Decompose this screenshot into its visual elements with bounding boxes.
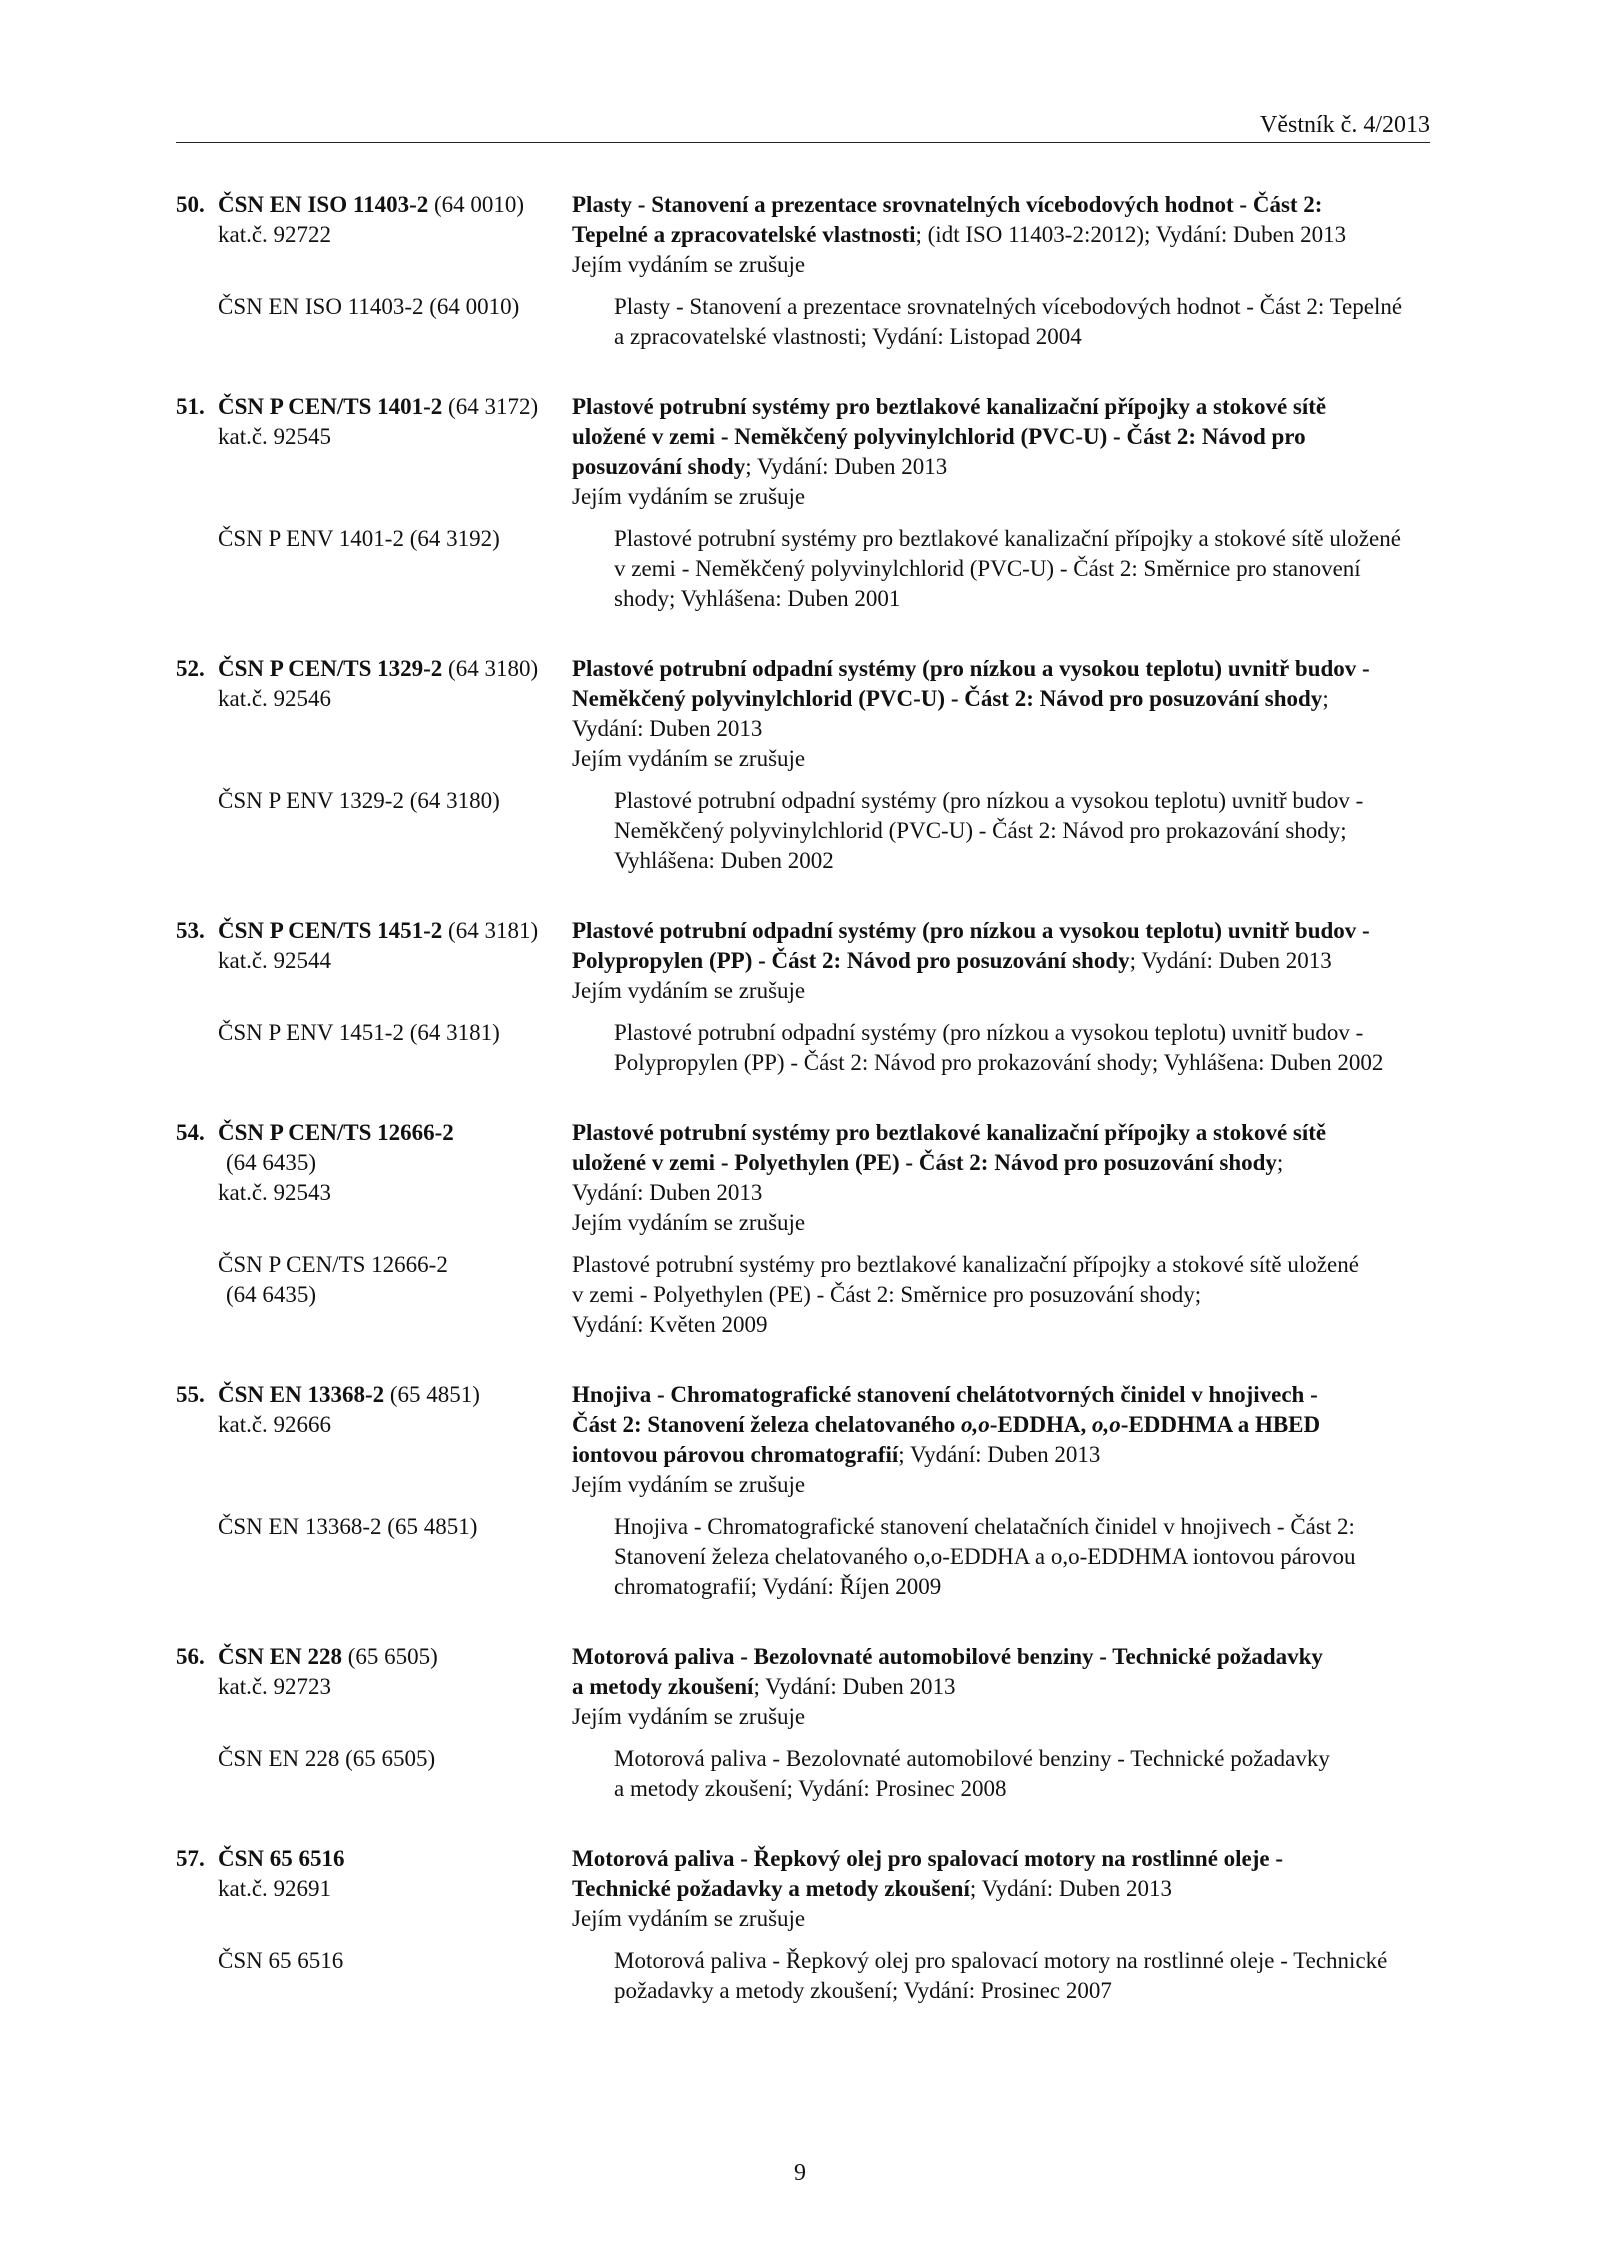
standard-code: (64 6435) — [226, 1150, 317, 1175]
replaced-standard-id: ČSN P ENV 1329-2 (64 3180) — [218, 788, 500, 813]
cancellation-note: Jejím vydáním se zrušuje — [572, 252, 806, 277]
cancellation-note: Jejím vydáním se zrušuje — [572, 1210, 806, 1235]
replaced-standard-title: Plastové potrubní systémy pro beztlakové kanalizační přípojky a stokové sítě uložené v zemi - Polyethylen (PE) - Část 2: Směrnice pro posuzování shody; Vydání: Květen 2009 — [572, 1252, 1359, 1337]
replaced-standard-id: ČSN 65 6516 — [218, 1948, 344, 1973]
standard-title: Hnojiva - Chromatografické stanovení chelátotvorných činidel v hnojivech - Část 2: Stanovení železa chelatovaného o,o-EDDHA, o,o-EDDHMA a HBED iontovou párovou chromatografií; Vydání: Duben 2013 Jejím vydáním se zrušuje — [572, 1380, 1430, 1500]
standard-title: Plastové potrubní systémy pro beztlakové kanalizační přípojky a stokové sítě uložené v zemi - Polyethylen (PE) - Část 2: Návod pro posuzování shody; Vydání: Duben 2013 Jejím vydáním se zrušuje — [572, 1118, 1430, 1238]
cancellation-note: Jejím vydáním se zrušuje — [572, 1906, 806, 1931]
standard-title: Plasty - Stanovení a prezentace srovnatelných vícebodových hodnot - Část 2: Tepelné a zpracovatelské vlastnosti; (idt ISO 11403-2:2012); Vydání: Duben 2013 Jejím vydáním se zrušuje — [572, 190, 1430, 280]
cancellation-note: Jejím vydáním se zrušuje — [572, 746, 806, 771]
standard-title: Plastové potrubní odpadní systémy (pro nízkou a vysokou teplotu) uvnitř budov - Neměkčený polyvinylchlorid (PVC-U) - Část 2: Návod pro posuzování shody; Vydání: Duben 2013 Jejím vydáním se zrušuje — [572, 654, 1430, 774]
replaced-standard-id: ČSN EN ISO 11403-2 (64 0010) — [218, 294, 520, 319]
replaced-standard-title: Plastové potrubní systémy pro beztlakové kanalizační přípojky a stokové sítě uložené v zemi - Neměkčený polyvinylchlorid (PVC-U) - Část 2: Směrnice pro stanovení shody; Vyhlášena: Duben 2001 — [614, 526, 1401, 611]
standard-id: 57. ČSN 65 6516 kat.č. 92691 — [176, 1844, 572, 1934]
standard-entry-53 — [176, 916, 1430, 1078]
cancellation-note: Jejím vydáním se zrušuje — [572, 1704, 806, 1729]
standard-entry-55 — [176, 1380, 1430, 1602]
catalog-number: kat.č. 92546 — [218, 686, 332, 711]
standard-entry-56 — [176, 1642, 1430, 1804]
standard-id: 52. ČSN P CEN/TS 1329-2 (64 3180) kat.č. 92546 — [176, 654, 572, 774]
standard-entry-52 — [176, 654, 1430, 876]
replaced-standard-title: Plastové potrubní odpadní systémy (pro nízkou a vysokou teplotu) uvnitř budov - Polypropylen (PP) - Část 2: Návod pro prokazování shody; Vyhlášena: Duben 2002 — [614, 1020, 1384, 1075]
standard-id: 50. ČSN EN ISO 11403-2 (64 0010) kat.č. 92722 — [176, 190, 572, 280]
standard-title: Motorová paliva - Řepkový olej pro spalovací motory na rostlinné oleje - Technické požadavky a metody zkoušení; Vydání: Duben 2013 Jejím vydáním se zrušuje — [572, 1844, 1430, 1934]
catalog-number: kat.č. 92545 — [218, 424, 332, 449]
catalog-number: kat.č. 92722 — [218, 222, 332, 247]
replaced-standard-id: ČSN P CEN/TS 12666-2 (64 6435) — [218, 1252, 448, 1307]
catalog-number: kat.č. 92544 — [218, 948, 332, 973]
cancellation-note: Jejím vydáním se zrušuje — [572, 1472, 806, 1497]
standard-entry-57 — [176, 1844, 1430, 2006]
replaced-standard-id: ČSN P ENV 1451-2 (64 3181) — [218, 1020, 500, 1045]
page-number: 9 — [794, 2160, 806, 2186]
replaced-standard-title: Hnojiva - Chromatografické stanovení chelatačních činidel v hnojivech - Část 2: Stanovení železa chelatovaného o,o-EDDHA a o,o-EDDHMA iontovou párovou chromatografií; Vydání: Říjen 2009 — [614, 1514, 1356, 1599]
standard-title: Plastové potrubní odpadní systémy (pro nízkou a vysokou teplotu) uvnitř budov - Polypropylen (PP) - Část 2: Návod pro posuzování shody; Vydání: Duben 2013 Jejím vydáním se zrušuje — [572, 916, 1430, 1006]
standard-title: Plastové potrubní systémy pro beztlakové kanalizační přípojky a stokové sítě uložené v zemi - Neměkčený polyvinylchlorid (PVC-U) - Část 2: Návod pro posuzování shody; Vydání: Duben 2013 Jejím vydáním se zrušuje — [572, 392, 1430, 512]
standard-id: 56. ČSN EN 228 (65 6505) kat.č. 92723 — [176, 1642, 572, 1732]
standard-entry-50 — [176, 190, 1430, 352]
replaced-standard-title: Motorová paliva - Bezolovnaté automobilové benziny - Technické požadavky a metody zkoušení; Vydání: Prosinec 2008 — [614, 1746, 1330, 1801]
cancellation-note: Jejím vydáním se zrušuje — [572, 978, 806, 1003]
catalog-number: kat.č. 92723 — [218, 1674, 332, 1699]
replaced-standard-title: Plastové potrubní odpadní systémy (pro nízkou a vysokou teplotu) uvnitř budov - Neměkčený polyvinylchlorid (PVC-U) - Část 2: Návod pro prokazování shody; Vyhlášena: Duben 2002 — [614, 788, 1364, 873]
bulletin-title: Věstník č. 4/2013 — [1260, 112, 1430, 138]
standard-id: 53. ČSN P CEN/TS 1451-2 (64 3181) kat.č. 92544 — [176, 916, 572, 1006]
standard-id: 55. ČSN EN 13368-2 (65 4851) kat.č. 92666 — [176, 1380, 572, 1500]
standard-id: 54. ČSN P CEN/TS 12666-2 (64 6435) kat.č. 92543 — [176, 1118, 572, 1238]
replaced-standard-id: ČSN EN 13368-2 (65 4851) — [218, 1514, 478, 1539]
replaced-standard-id: ČSN P ENV 1401-2 (64 3192) — [218, 526, 500, 551]
standard-entry-51 — [176, 392, 1430, 614]
catalog-number: kat.č. 92543 — [218, 1180, 332, 1205]
standards-list — [176, 190, 1430, 2046]
standard-id: 51. ČSN P CEN/TS 1401-2 (64 3172) kat.č. 92545 — [176, 392, 572, 512]
cancellation-note: Jejím vydáním se zrušuje — [572, 484, 806, 509]
catalog-number: kat.č. 92666 — [218, 1412, 332, 1437]
replaced-standard-title: Motorová paliva - Řepkový olej pro spalovací motory na rostlinné oleje - Technické požadavky a metody zkoušení; Vydání: Prosinec 2007 — [614, 1948, 1388, 2003]
catalog-number: kat.č. 92691 — [218, 1876, 332, 1901]
replaced-standard-id: ČSN EN 228 (65 6505) — [218, 1746, 436, 1771]
replaced-standard-title: Plasty - Stanovení a prezentace srovnatelných vícebodových hodnot - Část 2: Tepelné a zpracovatelské vlastnosti; Vydání: Listopad 2004 — [614, 294, 1403, 349]
page-header — [176, 110, 1430, 143]
page-footer — [0, 2158, 1600, 2188]
standard-entry-54 — [176, 1118, 1430, 1340]
standard-title: Motorová paliva - Bezolovnaté automobilové benziny - Technické požadavky a metody zkoušení; Vydání: Duben 2013 Jejím vydáním se zrušuje — [572, 1642, 1430, 1732]
